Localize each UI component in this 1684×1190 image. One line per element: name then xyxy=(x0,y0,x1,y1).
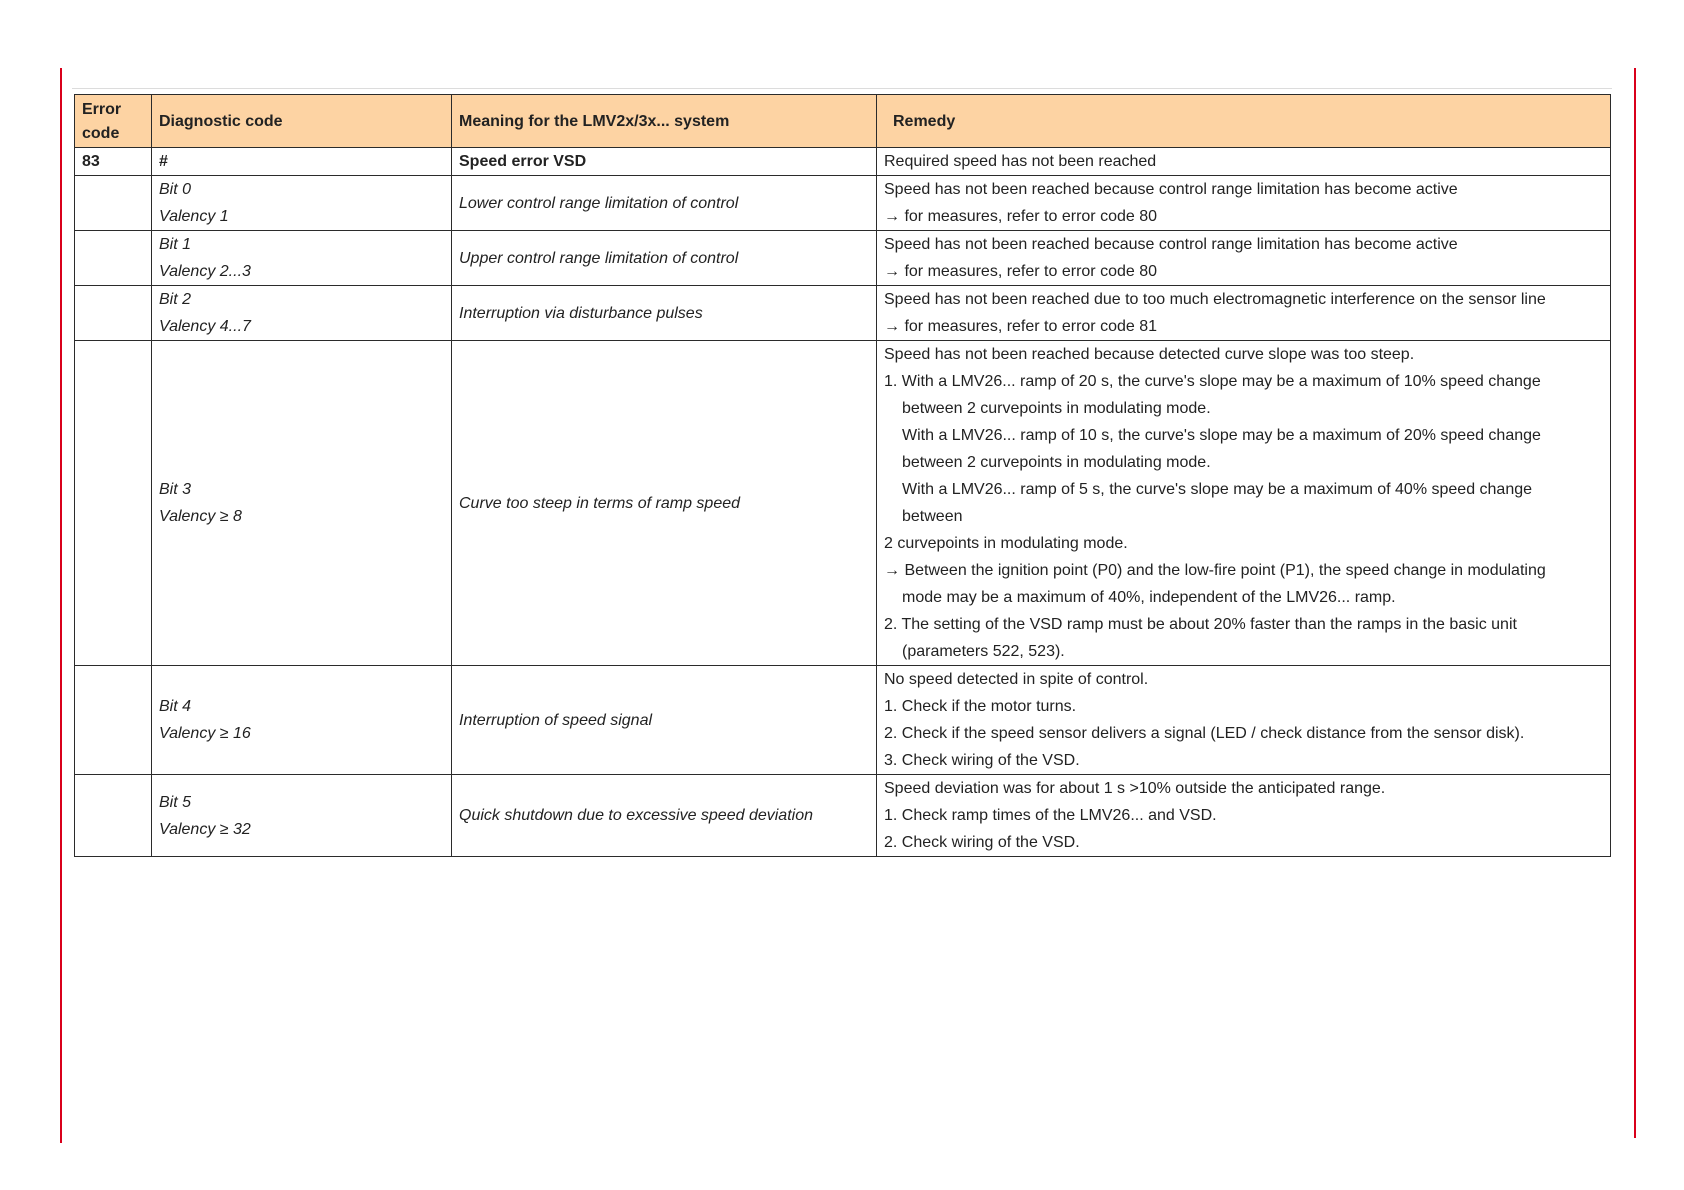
table-row xyxy=(75,286,1611,341)
diagnostic-code-cell xyxy=(152,176,452,231)
table-row-main xyxy=(75,148,1611,176)
table-header-row xyxy=(75,95,1611,148)
remedy-line: Speed has not been reached due to too much electromagnetic interference on the sensor line xyxy=(884,291,1546,308)
error-code-cell xyxy=(75,286,152,341)
remedy-cell xyxy=(877,286,1611,341)
header-diagnostic-code: Diagnostic code xyxy=(152,95,452,148)
valency-label: Valency 1 xyxy=(159,208,229,225)
remedy-cell xyxy=(877,666,1611,775)
valency-label: Valency 2...3 xyxy=(159,263,251,280)
table-row xyxy=(75,176,1611,231)
valency-label: Valency 4...7 xyxy=(159,318,251,335)
top-rule xyxy=(72,88,1612,89)
diagnostic-code-cell: # xyxy=(152,148,452,176)
meaning-cell: Lower control range limitation of control xyxy=(452,176,877,231)
diagnostic-table xyxy=(74,94,1611,857)
table-row xyxy=(75,775,1611,857)
remedy-cell xyxy=(877,775,1611,857)
remedy-line: → for measures, refer to error code 80 xyxy=(884,263,1157,280)
bit-label: Bit 5 xyxy=(159,793,192,811)
error-code-cell xyxy=(75,666,152,775)
remedy-line: 3. Check wiring of the VSD. xyxy=(884,752,1080,769)
remedy-line: Speed has not been reached because control range limitation has become active xyxy=(884,181,1458,198)
diagnostic-code-cell xyxy=(152,666,452,775)
error-code-cell xyxy=(75,341,152,666)
right-margin-rule xyxy=(1634,68,1636,1138)
bit-label: Bit 0 xyxy=(159,181,192,198)
header-error-code: Error code xyxy=(75,95,152,148)
meaning-cell: Interruption of speed signal xyxy=(452,666,877,775)
left-margin-rule xyxy=(60,68,62,1143)
remedy-cell: Required speed has not been reached xyxy=(877,148,1611,176)
remedy-line: 2. Check if the speed sensor delivers a signal (LED / check distance from the sensor disk). xyxy=(884,725,1525,742)
remedy-line: between 2 curvepoints in modulating mode. xyxy=(902,400,1211,417)
table-row xyxy=(75,666,1611,775)
header-meaning: Meaning for the LMV2x/3x... system xyxy=(452,95,877,148)
remedy-cell xyxy=(877,176,1611,231)
meaning-cell: Interruption via disturbance pulses xyxy=(452,286,877,341)
bit-label: Bit 3 xyxy=(159,481,192,498)
valency-label: Valency ≥ 8 xyxy=(159,508,242,525)
diagnostic-code-cell xyxy=(152,341,452,666)
diagnostic-code-cell xyxy=(152,231,452,286)
bit-label: Bit 2 xyxy=(159,291,192,308)
remedy-line: 2 curvepoints in modulating mode. xyxy=(884,535,1128,552)
meaning-cell: Speed error VSD xyxy=(452,148,877,176)
meaning-cell: Quick shutdown due to excessive speed deviation xyxy=(452,775,877,857)
remedy-line: 1. Check if the motor turns. xyxy=(884,698,1077,715)
bit-label: Bit 4 xyxy=(159,698,192,715)
remedy-line: Speed has not been reached because control range limitation has become active xyxy=(884,236,1458,253)
header-remedy: Remedy xyxy=(877,95,1611,148)
remedy-cell xyxy=(877,341,1611,666)
valency-label: Valency ≥ 16 xyxy=(159,725,251,742)
remedy-line: 1. Check ramp times of the LMV26... and VSD. xyxy=(884,807,1217,824)
remedy-line: between 2 curvepoints in modulating mode. xyxy=(902,454,1211,471)
error-code-cell xyxy=(75,775,152,857)
meaning-cell: Curve too steep in terms of ramp speed xyxy=(452,341,877,666)
remedy-line: With a LMV26... ramp of 10 s, the curve's slope may be a maximum of 20% speed change xyxy=(902,427,1541,444)
error-code-cell xyxy=(75,176,152,231)
remedy-line: mode may be a maximum of 40%, independent of the LMV26... ramp. xyxy=(902,589,1396,606)
remedy-line: With a LMV26... ramp of 5 s, the curve's slope may be a maximum of 40% speed change xyxy=(902,481,1533,498)
bit-label: Bit 1 xyxy=(159,236,192,253)
remedy-line: No speed detected in spite of control. xyxy=(884,671,1149,688)
diagnostic-code-cell xyxy=(152,775,452,857)
remedy-line: Speed has not been reached because detected curve slope was too steep. xyxy=(884,346,1415,363)
remedy-line: → for measures, refer to error code 81 xyxy=(884,318,1157,335)
remedy-line: (parameters 522, 523). xyxy=(902,643,1065,660)
remedy-line: 2. Check wiring of the VSD. xyxy=(884,834,1080,851)
remedy-line: → for measures, refer to error code 80 xyxy=(884,208,1157,225)
valency-label: Valency ≥ 32 xyxy=(159,820,251,838)
table-row xyxy=(75,231,1611,286)
error-code-cell: 83 xyxy=(75,148,152,176)
remedy-line: between xyxy=(902,508,963,525)
diagnostic-code-cell xyxy=(152,286,452,341)
meaning-cell: Upper control range limitation of control xyxy=(452,231,877,286)
error-code-cell xyxy=(75,231,152,286)
remedy-line: Speed deviation was for about 1 s >10% outside the anticipated range. xyxy=(884,780,1386,797)
table-row xyxy=(75,341,1611,666)
remedy-line: → Between the ignition point (P0) and the low-fire point (P1), the speed change in modulating xyxy=(884,562,1546,579)
remedy-line: 1. With a LMV26... ramp of 20 s, the curve's slope may be a maximum of 10% speed change xyxy=(884,373,1541,390)
remedy-cell xyxy=(877,231,1611,286)
remedy-line: 2. The setting of the VSD ramp must be about 20% faster than the ramps in the basic unit xyxy=(884,616,1517,633)
